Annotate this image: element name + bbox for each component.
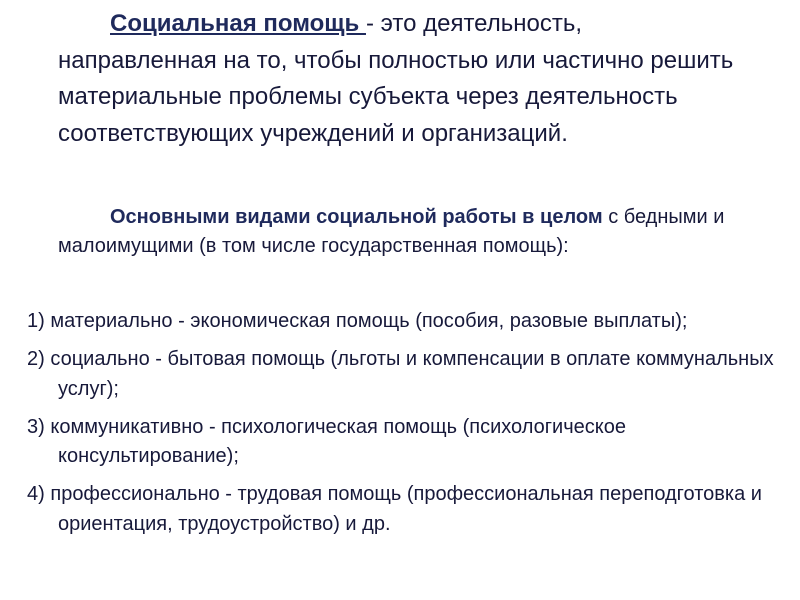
list-item-number: 3)	[27, 415, 45, 438]
definition-paragraph	[58, 6, 738, 152]
types-intro-bold: Основными видами социальной работы в целом	[110, 206, 603, 228]
list-item-number: 2)	[27, 348, 45, 370]
types-list	[0, 307, 790, 548]
types-intro-text: с бедными и малоимущими (в том числе государственная помощь):	[58, 206, 725, 257]
types-intro-paragraph	[58, 203, 758, 261]
list-item-text: социально - бытовая помощь (льготы и компенсации в оплате коммунальных услуг);	[50, 348, 774, 400]
definition-text: - это деятельность, направленная на то, чтобы полностью или частично решить материальные проблемы субъекта через деятельность соответствующих учреждений и организаций.	[58, 10, 734, 147]
list-item-number: 4)	[27, 483, 45, 505]
list-item	[0, 413, 790, 472]
list-item	[0, 345, 790, 404]
list-item-text: материально - экономическая помощь (пособия, разовые выплаты);	[50, 310, 688, 332]
list-item-text: коммуникативно - психологическая помощь (психологическое консультирование);	[50, 415, 626, 467]
list-item	[0, 480, 790, 539]
list-item-number: 1)	[27, 310, 45, 332]
list-item-text: профессионально - трудовая помощь (профессиональная переподготовка и ориентация, трудоустройство) и др.	[50, 483, 762, 535]
definition-term: Социальная помощь	[110, 10, 366, 37]
list-item	[0, 307, 790, 337]
